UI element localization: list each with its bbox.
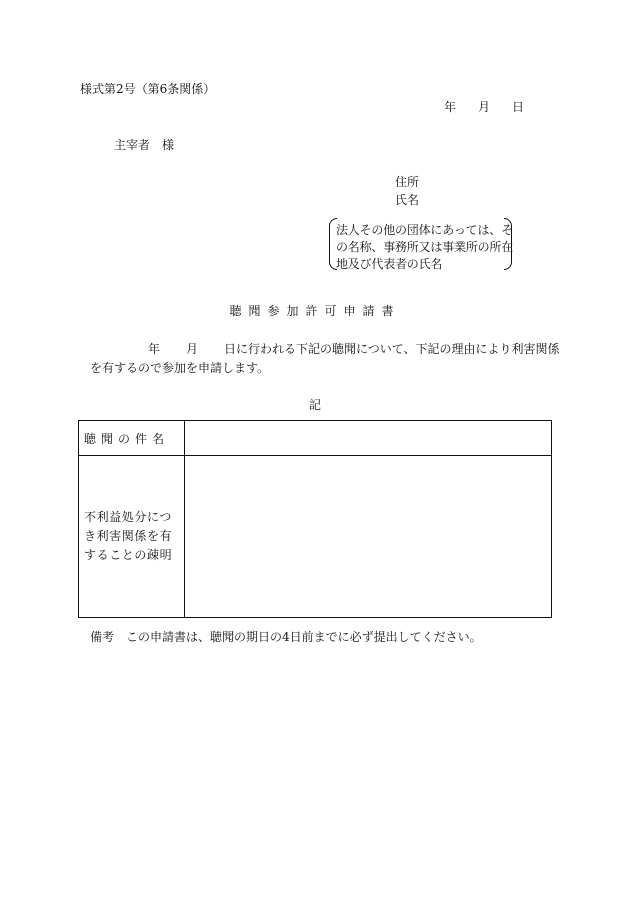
body-line-1: [90, 340, 560, 359]
addressee: 主宰者 様: [114, 138, 175, 152]
table-row-reason: [79, 456, 552, 618]
corporate-note-line: の名称、事務所又は事業所の所在: [336, 240, 514, 254]
corporate-note-line: 地及び代表者の氏名: [336, 257, 443, 271]
body-year: 年: [148, 342, 161, 356]
body-month: 月: [186, 342, 199, 356]
reason-value-field[interactable]: [185, 456, 552, 618]
body-line-1-text: 日に行われる下記の聴聞について、下記の理由により利害関係: [224, 342, 560, 356]
remarks: 備考 この申請書は、聴聞の期日の4日前までに必ず提出してください。: [90, 630, 482, 644]
date-day: 日: [512, 100, 525, 114]
date-line: [444, 101, 524, 113]
form-number: 様式第2号（第6条関係）: [80, 82, 216, 96]
ki-label: 記: [308, 398, 321, 412]
reason-label-line: 不利益処分につ: [84, 510, 172, 524]
date-month: 月: [478, 100, 491, 114]
corporate-note: [329, 218, 512, 270]
reason-label-line: き利害関係を有: [84, 529, 173, 543]
date-year: 年: [444, 100, 457, 114]
applicant-address-label: 住所: [395, 175, 420, 189]
document-title: 聴聞参加許可申請書: [229, 304, 401, 318]
subject-value-field[interactable]: [185, 421, 552, 456]
table-row-subject: [79, 421, 552, 456]
applicant-name-label: 氏名: [395, 193, 420, 207]
subject-label: 聴聞の件名: [79, 421, 185, 456]
corporate-note-text: [336, 222, 514, 273]
application-table: [78, 420, 552, 618]
body-line-2: を有するので参加を申請します。: [90, 361, 270, 375]
application-body: [90, 340, 560, 378]
corporate-note-line: 法人その他の団体にあっては、そ: [336, 223, 513, 237]
reason-label: [79, 456, 185, 618]
reason-label-line: することの疎明: [84, 548, 173, 562]
